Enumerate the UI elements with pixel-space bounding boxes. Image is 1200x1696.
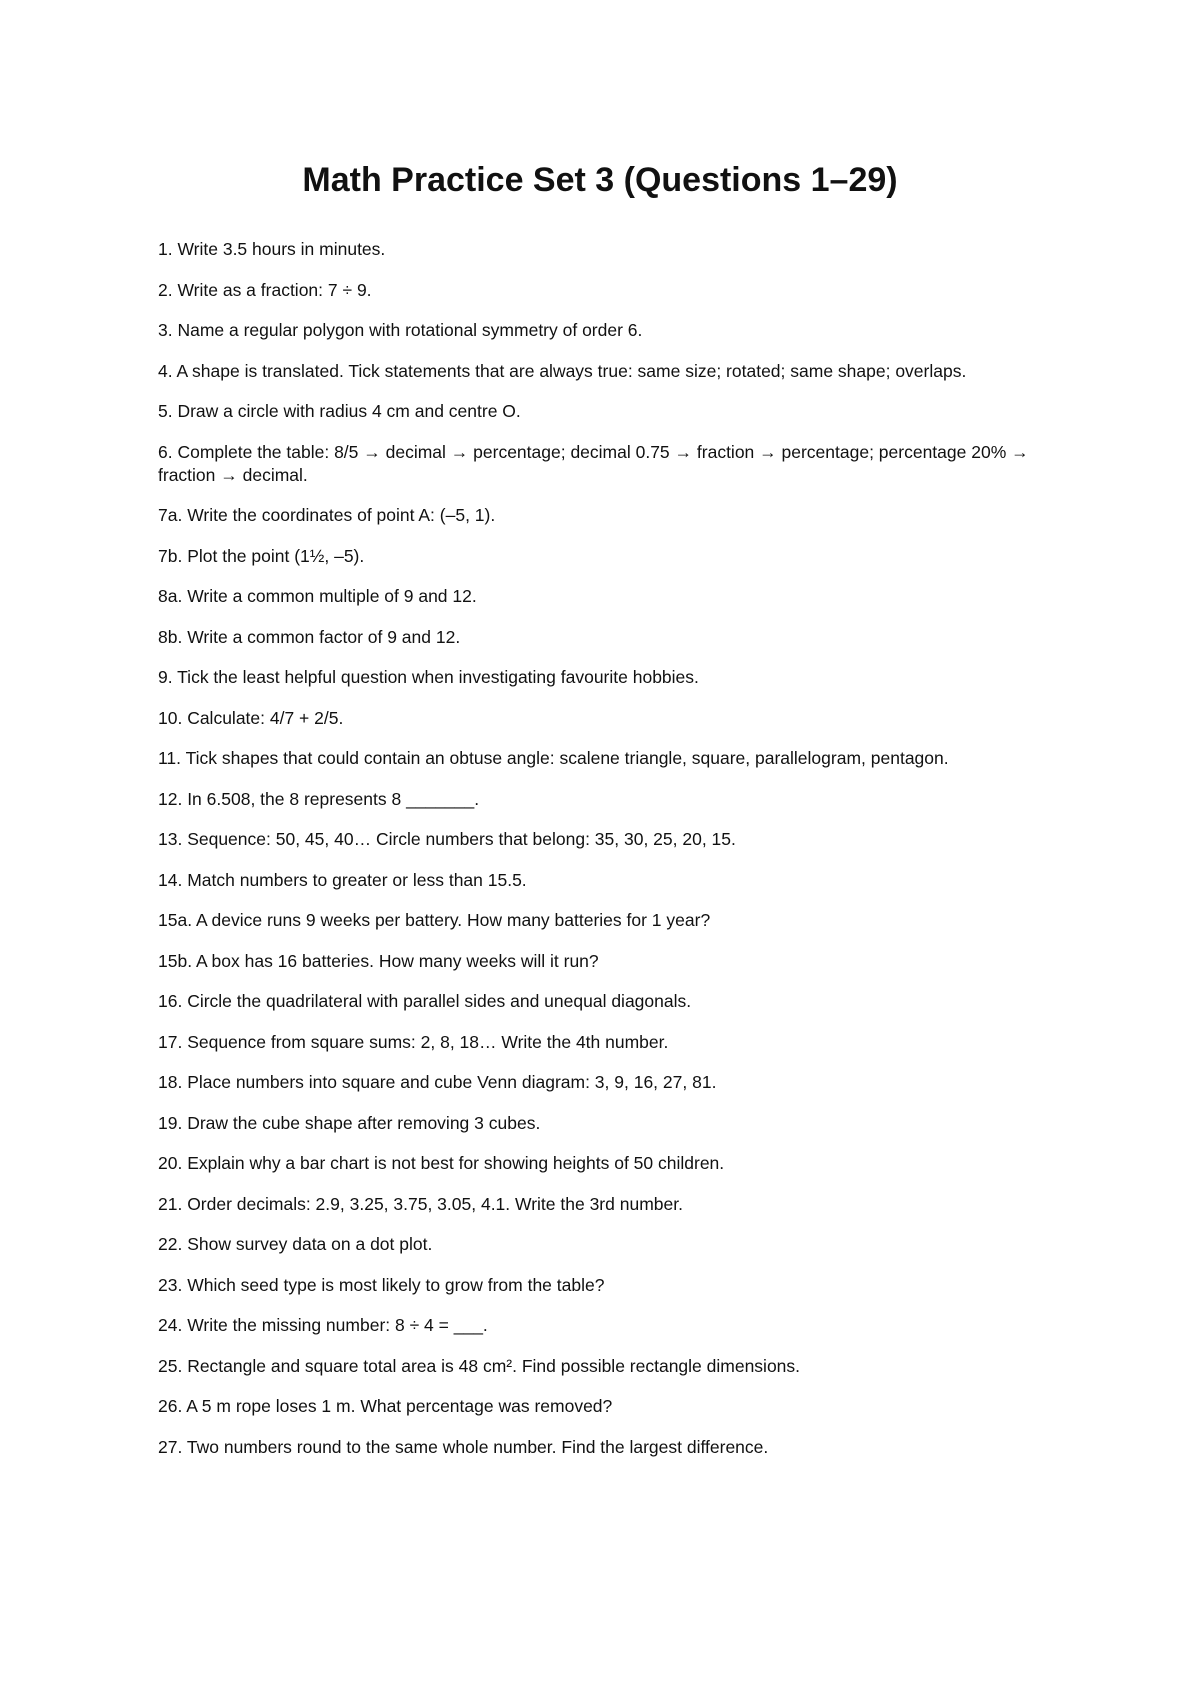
question-item: 7b. Plot the point (1½, –5). [158,545,365,566]
question-item: 24. Write the missing number: 8 ÷ 4 = ___. [158,1315,488,1335]
question-item: 9. Tick the least helpful question when investigating favourite hobbies. [158,667,699,687]
question-item: 19. Draw the cube shape after removing 3 cubes. [158,1112,541,1133]
page-title: Math Practice Set 3 (Questions 1–29) [302,161,898,199]
question-item: 6. Complete the table: 8/5 → decimal → percentage; decimal 0.75 → fraction → percentage; percentage 20% → fraction → decimal. [158,441,1029,485]
question-item: 2. Write as a fraction: 7 ÷ 9. [158,279,372,300]
question-item: 25. Rectangle and square total area is 48 cm². Find possible rectangle dimensions. [158,1355,801,1376]
question-item: 3. Name a regular polygon with rotational symmetry of order 6. [158,320,643,340]
question-item: 17. Sequence from square sums: 2, 8, 18… Write the 4th number. [158,1031,669,1052]
question-item: 7a. Write the coordinates of point A: (–5, 1). [158,505,496,525]
question-item: 13. Sequence: 50, 45, 40… Circle numbers that belong: 35, 30, 25, 20, 15. [158,829,736,849]
question-item: 4. A shape is translated. Tick statements that are always true: same size; rotated; same shape; overlaps. [158,360,967,381]
question-item: 8a. Write a common multiple of 9 and 12. [158,586,477,606]
question-item: 10. Calculate: 4/7 + 2/5. [158,707,344,728]
question-item: 26. A 5 m rope loses 1 m. What percentage was removed? [158,1396,613,1416]
question-item: 20. Explain why a bar chart is not best for showing heights of 50 children. [158,1153,725,1173]
question-item: 18. Place numbers into square and cube Venn diagram: 3, 9, 16, 27, 81. [158,1072,717,1092]
question-item: 11. Tick shapes that could contain an obtuse angle: scalene triangle, square, parallelogram, pentagon. [158,748,949,768]
question-item: 12. In 6.508, the 8 represents 8 _______. [158,788,480,809]
question-item: 27. Two numbers round to the same whole number. Find the largest difference. [158,1436,769,1457]
question-item: 22. Show survey data on a dot plot. [158,1234,433,1254]
question-item: 1. Write 3.5 hours in minutes. [158,239,386,259]
question-item: 14. Match numbers to greater or less than 15.5. [158,869,527,890]
question-item: 16. Circle the quadrilateral with parallel sides and unequal diagonals. [158,991,692,1011]
question-list [158,238,1038,1476]
question-item: 8b. Write a common factor of 9 and 12. [158,626,461,647]
question-item: 5. Draw a circle with radius 4 cm and centre O. [158,401,521,421]
question-item: 15b. A box has 16 batteries. How many weeks will it run? [158,950,599,971]
question-item: 21. Order decimals: 2.9, 3.25, 3.75, 3.05, 4.1. Write the 3rd number. [158,1193,683,1214]
question-item: 23. Which seed type is most likely to grow from the table? [158,1274,605,1295]
question-item: 15a. A device runs 9 weeks per battery. How many batteries for 1 year? [158,910,711,930]
